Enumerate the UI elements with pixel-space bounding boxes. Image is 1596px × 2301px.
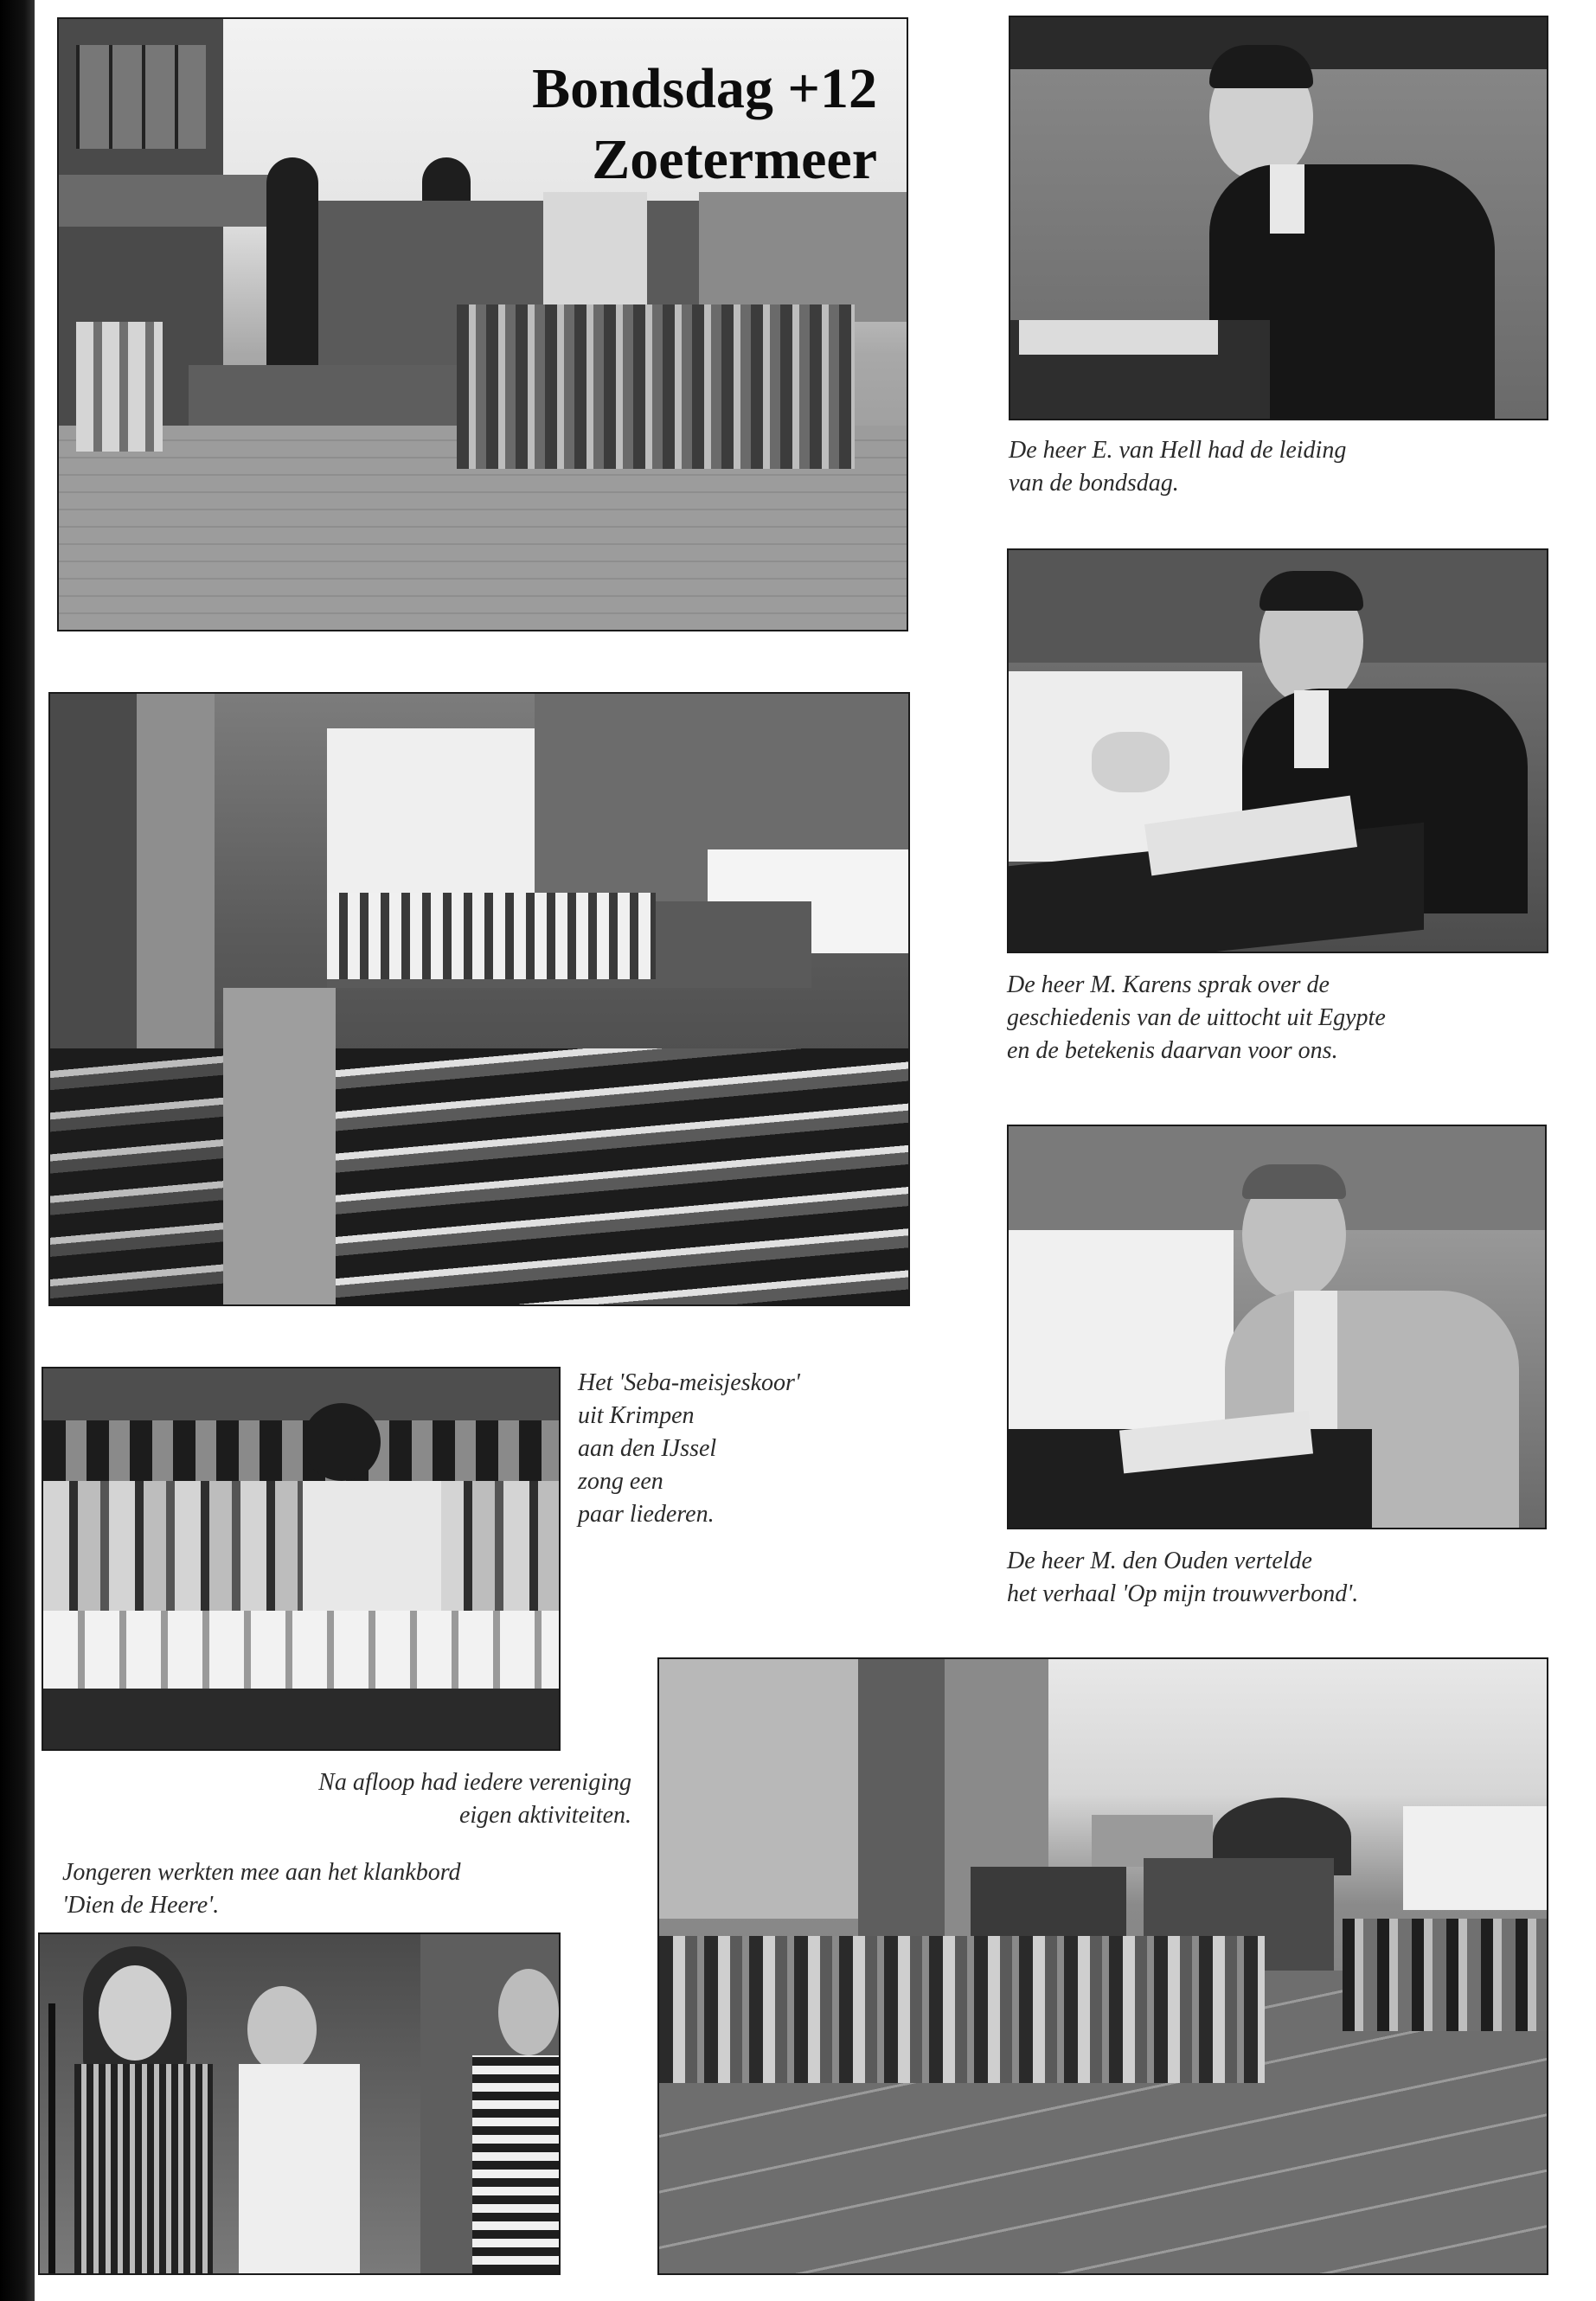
caption-afloop: Na afloop had iedere vereniging eigen aktiviteiten. bbox=[318, 1769, 631, 1829]
photo-square-buses bbox=[657, 1657, 1548, 2275]
page-binding-edge bbox=[0, 0, 35, 2301]
photo-speaker-den-ouden bbox=[1007, 1125, 1547, 1529]
photo-speaker-karens bbox=[1007, 548, 1548, 953]
page-title bbox=[532, 54, 877, 195]
caption-seba-choir: Het 'Seba-meisjeskoor' uit Krimpen aan den IJssel zong een paar liederen. bbox=[578, 1369, 800, 1528]
page-title-line2: Zoetermeer bbox=[592, 128, 877, 191]
caption-van-hell: De heer E. van Hell had de leiding van de bondsdag. bbox=[1009, 437, 1347, 497]
caption-karens: De heer M. Karens sprak over de geschiedenis van de uittocht uit Egypte en de betekenis daarvan voor ons. bbox=[1007, 971, 1386, 1064]
photo-hall-audience bbox=[48, 692, 910, 1306]
caption-den-ouden: De heer M. den Ouden vertelde het verhaal 'Op mijn trouwverbond'. bbox=[1007, 1548, 1359, 1607]
photo-youth-klankbord bbox=[38, 1932, 561, 2275]
page-title-line1: Bondsdag +12 bbox=[532, 57, 877, 120]
photo-seba-choir bbox=[42, 1367, 561, 1751]
photo-speaker-van-hell bbox=[1009, 16, 1548, 420]
caption-jongeren: Jongeren werkten mee aan het klankbord 'Dien de Heere'. bbox=[62, 1859, 461, 1919]
photo-building-exterior bbox=[57, 17, 908, 631]
